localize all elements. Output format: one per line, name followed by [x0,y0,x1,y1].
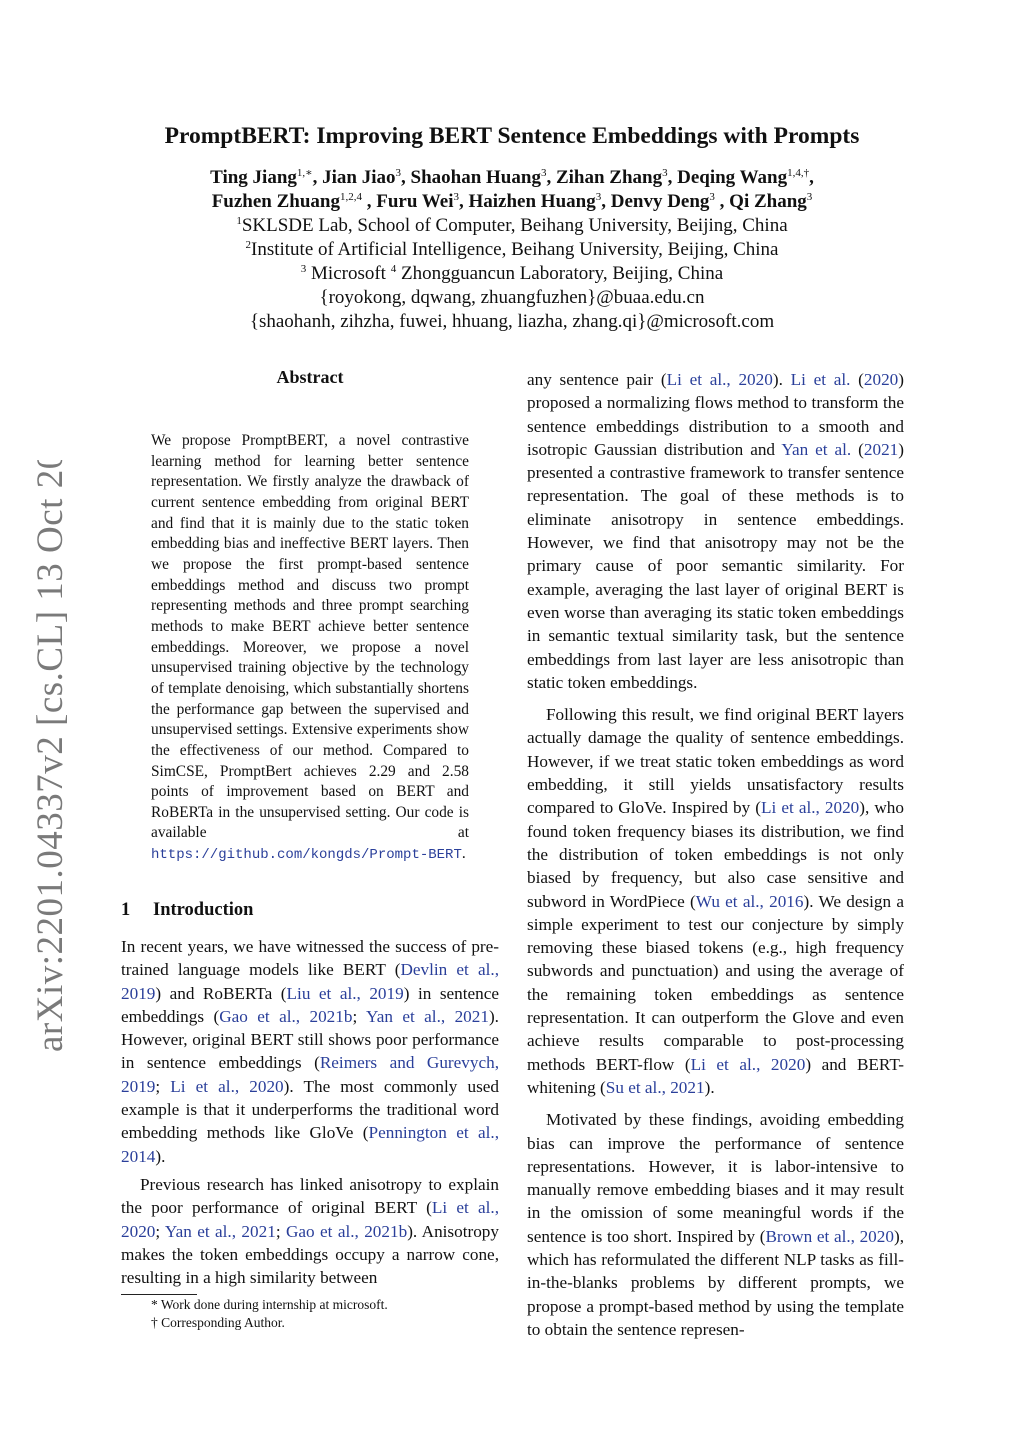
code-link[interactable]: https://github.com/kongds/Prompt-BERT [151,847,462,864]
citation-link[interactable]: Yan et al., 2021 [164,1221,276,1241]
abstract-body [151,431,469,866]
author-separator: , [361,191,377,212]
author-separator: , [601,191,611,212]
citation-link[interactable]: Brown et al., 2020 [765,1226,894,1246]
author-line-1 [0,167,1024,189]
author-name: Fuzhen Zhuang [211,191,340,212]
affiliation-3-text: Microsoft [306,263,391,284]
author-name: Shaohan Huang [410,167,541,188]
citation-link[interactable]: 2020 [863,370,899,389]
paragraph-text: any sentence pair ( [527,370,667,389]
affiliation-2-text: Institute of Artificial Intelligence, Beihang University, Beijing, China [251,239,779,260]
footnote-divider [121,1294,197,1295]
author-name: Jian Jiao [322,167,396,188]
paragraph-text: ) proposed a normalizing flows method to transform the sentence embeddings distribution to a smooth and isotropic Gaussian distribution and [527,370,904,459]
author-separator: , [401,167,411,188]
right-paragraph-3 [527,1108,904,1341]
paragraph-text: Motivated by these findings, avoiding embedding bias can improve the performance of sentence representations. However, it is labor-intensive to manually remove embedding biases and it may result in the omission of some meaningful words if the sentence is too short. Inspired by ( [527,1110,904,1246]
footnote-internship: * Work done during internship at microsoft. [151,1297,388,1312]
author-name: Ting Jiang [210,167,297,188]
author-affiliation-marker: 3 [595,191,602,203]
arxiv-stamp-svg [22,460,72,1060]
author-name: Haizhen Huang [468,191,596,212]
affiliation-3-marker: 3 [300,263,307,275]
intro-paragraph-2 [121,1173,499,1289]
right-column [527,368,904,1341]
citation-link[interactable]: Gao et al., 2021b [285,1221,408,1241]
author-affiliation-marker: 3 [453,191,459,203]
affiliation-4-marker: 4 [390,263,397,275]
affiliation-1-text: SKLSDE Lab, School of Computer, Beihang University, Beijing, China [241,215,788,236]
paragraph-text: ). [704,1077,715,1097]
author-separator: , [546,167,556,188]
paragraph-text: ). We design a simple experiment to test our conjecture by simply removing these biased tokens (e.g., high frequency subwords and punctuation) and using the average of the remaining token embeddings as sentence representation. It can outperform the Glove and even achieve results comparable to post-processing methods BERT-flow ( [527,891,904,1074]
affiliation-2 [0,239,1024,261]
citation-link[interactable]: Li et al., 2020 [690,1054,806,1074]
email-microsoft: {shaohanh, zihzha, fuwei, hhuang, liazha, zhang.qi}@microsoft.com [249,311,775,332]
citation-link[interactable]: 2021 [863,439,899,459]
right-paragraph-2 [527,703,904,1099]
affiliation-2-marker: 2 [245,239,251,251]
paragraph-text: ; [352,1006,367,1026]
citation-link[interactable]: Pennington et al., 2014 [121,1123,500,1166]
right-paragraph-1 [527,368,904,694]
intro-paragraph-1 [121,935,499,1168]
citation-link[interactable]: Yan et al. [781,439,852,459]
author-separator: , [312,167,323,188]
author-affiliation-marker: 3 [540,167,547,179]
paragraph-text: ) and BERT-whitening ( [527,1054,904,1097]
footnotes [151,1296,501,1331]
paragraph-text: Following this result, we find original BERT layers actually damage the quality of sentence embeddings. However, if we treat static token embeddings as word embedding, it still yields unsatisfactory results compared to GloVe. Inspired by ( [527,705,904,818]
abstract-heading: Abstract [276,367,344,387]
citation-link[interactable]: Li et al., 2020 [760,798,860,818]
author-affiliation-marker: 1,4,† [787,167,810,179]
author-affiliation-marker: 3 [395,167,402,179]
abstract-end: . [461,845,466,863]
paragraph-text: ). [155,1146,166,1166]
paragraph-text: ) and RoBERTa ( [155,983,287,1003]
author-name: Qi Zhang [729,191,807,212]
author-separator: , [714,191,730,212]
author-line-2 [0,191,1024,213]
author-separator: , [667,167,678,188]
paragraph-text: ( [850,370,864,389]
arxiv-stamp-text: arXiv:2201.04337v2 [cs.CL] 13 Oct 2022 [30,460,71,1052]
citation-link[interactable]: Yan et al., 2021 [366,1006,489,1026]
citation-link[interactable]: Wu et al., 2016 [695,891,804,911]
citation-link[interactable]: Su et al., 2021 [605,1077,705,1097]
arxiv-stamp [22,460,72,1060]
email-buaa: {royokong, dqwang, zhuangfuzhen}@buaa.edu.cn [319,287,705,308]
paragraph-text: Previous research has linked anisotropy to explain the poor performance of original BERT ( [121,1174,499,1218]
paragraph-text: ). Anisotropy makes the token embeddings occupy a narrow cone, resulting in a high similarity between [121,1221,499,1288]
paragraph-text: ) presented a contrastive framework to transfer sentence representation. The goal of these methods is to eliminate anisotropy in sentence embeddings. However, we find that anisotropy may not be the primary cause of poor semantic similarity. For example, averaging the last layer of original BERT is even worse than averaging its static token embeddings in semantic textual similarity task, but the sentence embeddings from last layer are less anisotropic than static token embeddings. [527,439,904,692]
citation-link[interactable]: Li et al., 2020 [666,370,773,389]
author-name: Zihan Zhang [555,167,663,188]
abstract-text: We propose PromptBERT, a novel contrastive learning method for learning better sentence representation. We firstly analyze the drawback of current sentence embedding from original BERT and find that it is mainly due to the static token embedding bias and ineffective BERT layers. Then we propose the first prompt-based sentence embeddings method and discuss two prompt representing methods and three prompt searching methods to make BERT achieve better sentence embeddings. Moreover, we propose a novel unsupervised training objective by the technology of template denoising, which substantially shortens the performance gap between the supervised and unsupervised settings. Extensive experiments show the effectiveness of our method. Compared to SimCSE, PromptBert achieves 2.29 and 2.58 points of improvement based on BERT and RoBERTa in the unsupervised setting. Our code is available at [151,432,469,842]
author-name: Furu Wei [376,191,454,212]
citation-link[interactable]: Liu et al., 2019 [286,983,404,1003]
affiliation-3 [0,263,1024,285]
paragraph-text: ). [772,370,791,389]
author-affiliation-marker: 3 [806,191,813,203]
paragraph-text: ) in sentence embeddings ( [121,983,499,1026]
paragraph-text: In recent years, we have witnessed the success of pre-trained language models like BERT ( [121,937,499,980]
author-affiliation-marker: 3 [709,191,715,203]
author-separator: , [458,191,469,212]
footnote-corresponding: † Corresponding Author. [151,1314,285,1330]
intro-left-column [121,935,499,1289]
citation-link[interactable]: Li et al., 2020 [170,1076,284,1096]
affiliation-1 [0,215,1024,237]
author-affiliation-marker: 3 [662,167,668,179]
section-heading-introduction [121,900,253,921]
paragraph-text: ; [155,1221,165,1241]
paragraph-text: ). The most commonly used example is that it underperforms the traditional word embedding methods like GloVe ( [121,1076,499,1143]
section-number: 1 [121,900,131,920]
citation-link[interactable]: Devlin et al., 2019 [121,960,499,1003]
paragraph-text: ). However, original BERT still shows poor performance in sentence embeddings ( [121,1006,499,1073]
paragraph-text: ), who found token frequency biases its distribution, we find the distribution of token embeddings is not only biased by frequency, but also case sensitive and subword in WordPiece ( [527,798,904,911]
paragraph-text: ; [275,1221,286,1241]
paper-title: PromptBERT: Improving BERT Sentence Embeddings with Prompts [164,123,860,149]
citation-link[interactable]: Li et al. [790,370,851,389]
section-title: Introduction [153,900,254,920]
citation-link[interactable]: Gao et al., 2021b [219,1006,353,1026]
author-name: Denvy Deng [610,191,710,212]
paragraph-text: ( [851,439,864,459]
paragraph-text: ; [155,1076,171,1096]
author-separator: , [809,167,814,188]
citation-link[interactable]: Reimers and Gurevych, 2019 [121,1053,499,1096]
affiliation-1-marker: 1 [236,215,242,227]
affiliation-4-text: Zhongguancun Laboratory, Beijing, China [396,263,724,284]
citation-link[interactable]: Li et al., 2020 [121,1198,499,1241]
author-affiliation-marker: 1,2,4 [339,191,362,203]
author-affiliation-marker: 1,∗ [296,167,313,179]
paragraph-text: ), which has reformulated the different NLP tasks as fill-in-the-blanks problems by different prompts, we propose a prompt-based method by using the template to obtain the sentence represen- [527,1226,904,1339]
author-name: Deqing Wang [677,167,788,188]
